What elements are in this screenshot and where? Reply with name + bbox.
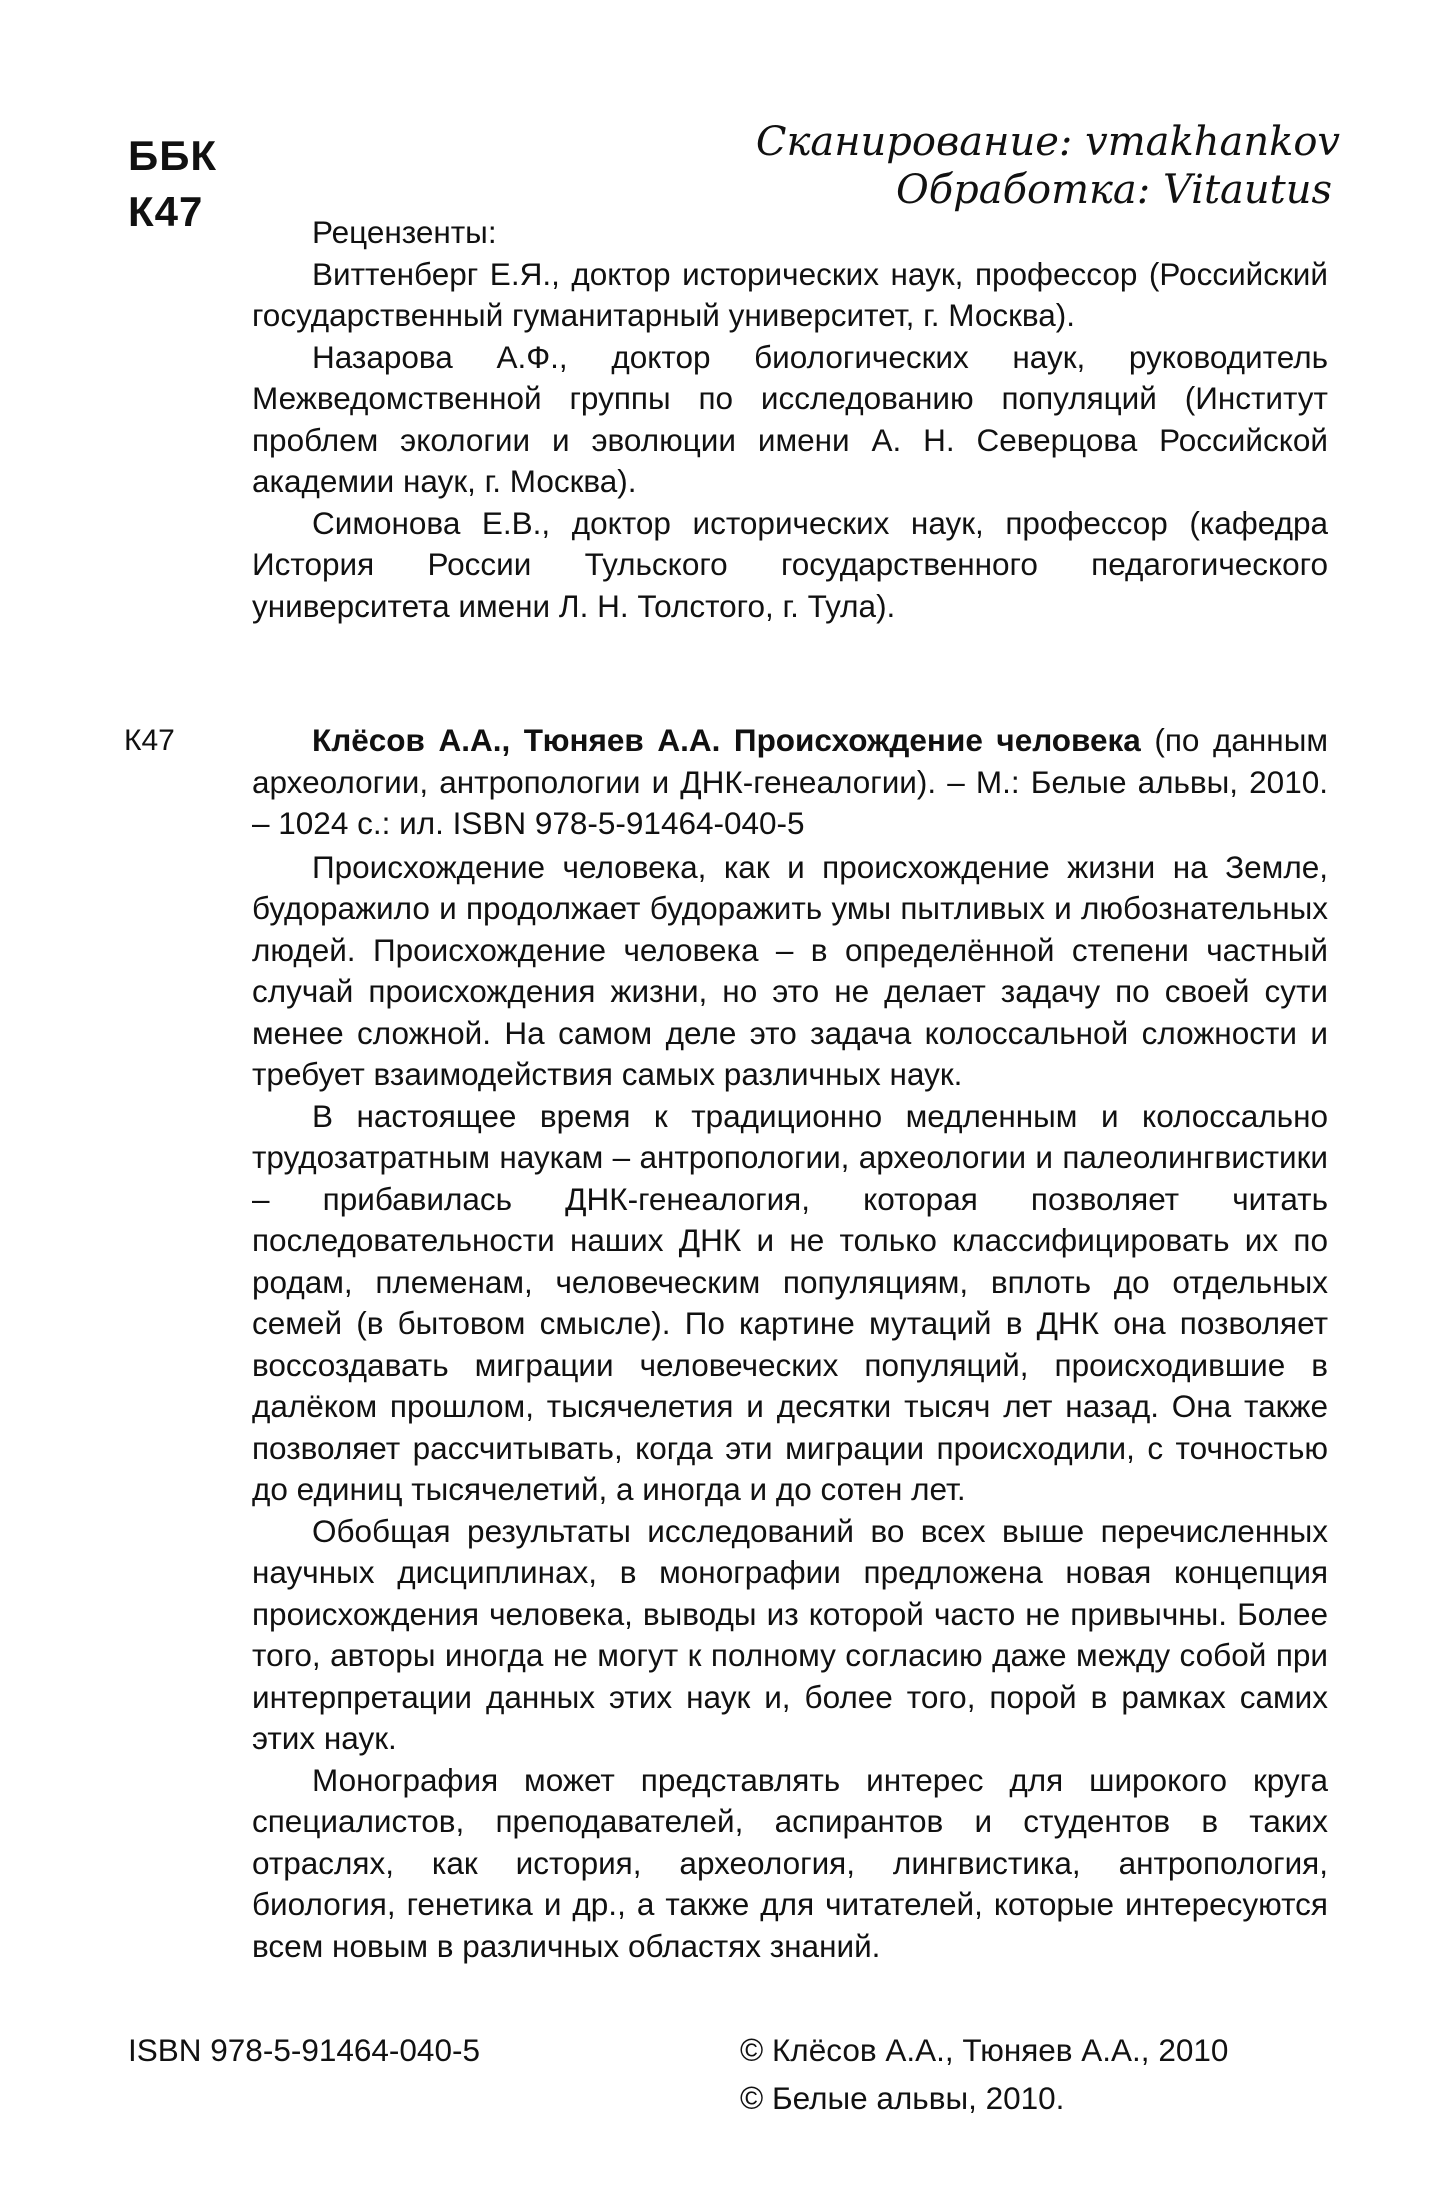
bbk-label: ББК [128,132,218,179]
scan-credits [756,118,1340,214]
bbk-code: К47 [128,188,204,235]
copyright-authors: © Клёсов А.А., Тюняев А.А., 2010 [740,2032,1229,2068]
annotation-paragraph: Происхождение человека, как и происхождение жизни на Земле, будоражило и продолжает будоражить умы пытливых и любознательных людей. Происхождение человека – в определённой степени частный случай происхождения жизни, но это не делает задачу по своей сути менее сложной. На самом деле это задача колоссальной сложности и требует взаимодействия самых различных наук. [252,848,1328,1092]
processing-credit-line: Обработка: Vitautus [895,167,1332,213]
footer-copyright [740,2026,1228,2122]
bbk-block [128,128,217,240]
annotation-paragraph: Обобщая результаты исследований во всех выше перечисленных научных дисциплинах, в монографии предложена новая концепция происхождения человека, выводы из которой часто не привычны. Более того, авторы иногда не могут к полному согласию даже между собой при интерпретации данных этих наук и, более того, порой в рамках самих этих наук. [252,1512,1328,1756]
reviewers-heading: Рецензенты: [312,214,497,250]
reviewers-section [252,212,1328,627]
annotation-paragraph: Монография может представлять интерес для широкого круга специалистов, преподавателей, аспирантов и студентов в таких отраслях, как история, археология, лингвистика, антропология, биология, генетика и др., а также для читателей, которые интересуются всем новым в различных областях знаний. [252,1761,1328,1964]
bibliographic-record [252,720,1328,845]
footer-isbn: ISBN 978-5-91464-040-5 [128,2032,480,2068]
annotation-code: К47 [124,724,175,757]
scan-credit-line: Сканирование: vmakhankov [755,119,1340,165]
annotation-section [252,720,1328,1967]
copyright-publisher: © Белые альвы, 2010. [740,2080,1065,2116]
annotation-paragraph: В настоящее время к традиционно медленным и колоссально трудозатратным наукам – антропологии, археологии и палеолингвистики – прибавилась ДНК-генеалогия, которая позволяет читать последовательности наших ДНК и не только классифицировать их по родам, племенам, человеческим популяциям, вплоть до отдельных семей (в бытовом смысле). По картине мутаций в ДНК она позволяет воссоздавать миграции человеческих популяций, происходившие в далёком прошлом, тысячелетия и десятки тысяч лет назад. Она также позволяет рассчитывать, когда эти миграции происходили, с точностью до единиц тысячелетий, а иногда и до сотен лет. [252,1097,1328,1507]
reviewer-entry: Симонова Е.В., доктор исторических наук, профессор (кафедра История России Тульского государственного педагогического университета имени Л. Н. Толстого, г. Тула). [252,504,1328,624]
authors-title: Клёсов А.А., Тюняев А.А. Происхождение человека [312,722,1141,758]
reviewer-entry: Назарова А.Ф., доктор биологических наук, руководитель Межведомственной группы по исследованию популяций (Институт проблем экологии и эволюции имени А. Н. Северцова Российской академии наук, г. Москва). [252,338,1328,499]
reviewer-entry: Виттенберг Е.Я., доктор исторических наук, профессор (Российский государственный гуманитарный университет, г. Москва). [252,255,1328,333]
bibliographic-details: (по данным археологии, антропологии и ДНК-генеалогии). – М.: Белые альвы, 2010. – 1024 с.: ил. ISBN 978-5-91464-040-5 [252,722,1328,841]
